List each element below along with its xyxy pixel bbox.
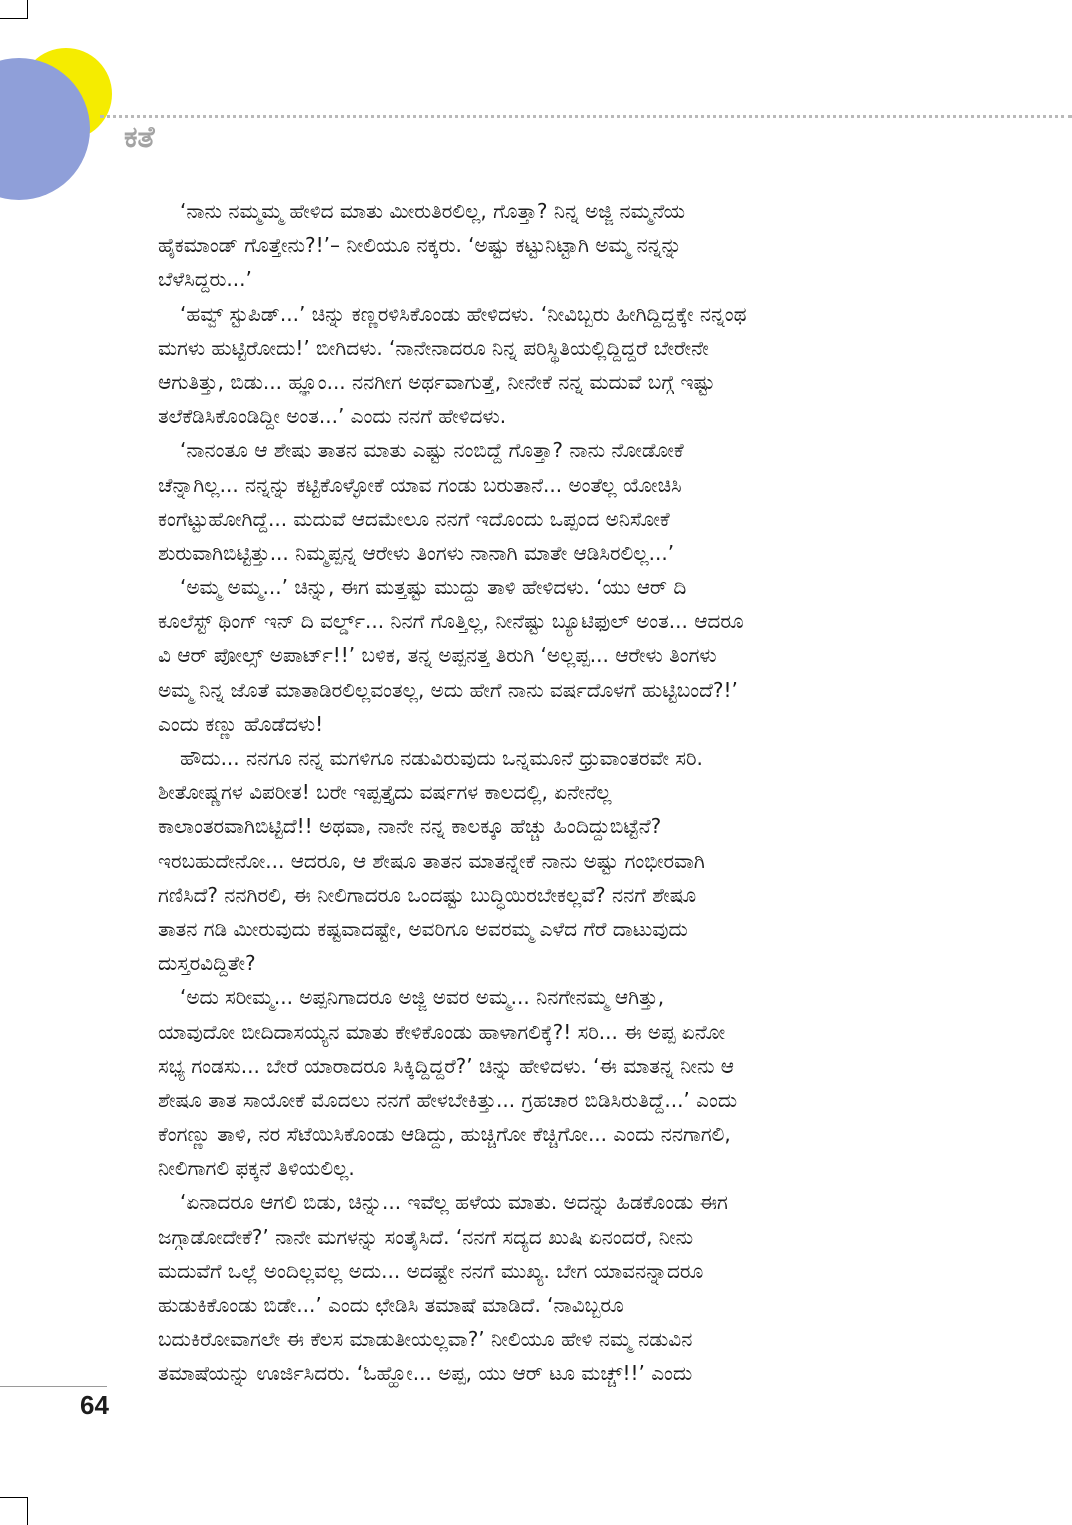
text-line: ಕಂಗೆಟ್ಟುಹೋಗಿದ್ದೆ... ಮದುವೆ ಆದಮೇಲೂ ನನಗೆ ಇದೊಂದು ಒಪ್ಪಂದ ಅನಿಸೋಕೆ [158, 506, 670, 531]
paragraph [158, 194, 908, 297]
crop-mark-top-left-horizontal [0, 18, 28, 19]
text-line: ‘ಹವ್ವ್ ಸ್ಟುಪಿಡ್...’ ಚಿನ್ನು ಕಣ್ಣರಳಿಸಿಕೊಂಡು ಹೇಳಿದಳು. ‘ನೀವಿಬ್ಬರು ಹೀಗಿದ್ದಿದ್ದಕ್ಕೇ ನನ್ನಂಥ [180, 301, 747, 326]
text-line: ತಲೆಕೆಡಿಸಿಕೊಂಡಿದ್ದೀ ಅಂತ...’ ಎಂದು ನನಗೆ ಹೇಳಿದಳು. [158, 404, 507, 429]
text-line: ಎಂದು ಕಣ್ಣು ಹೊಡೆದಳು! [158, 711, 324, 736]
text-line: ಹೈಕಮಾಂಡ್ ಗೊತ್ತೇನು?!’– ನೀಲಿಯೂ ನಕ್ಕರು. ‘ಅಷ್ಟು ಕಟ್ಟುನಿಟ್ಟಾಗಿ ಅಮ್ಮ ನನ್ನನ್ನು [158, 233, 682, 258]
paragraph [158, 297, 908, 434]
text-line: ಮಗಳು ಹುಟ್ಟಿರೋದು!’ ಬೀಗಿದಳು. ‘ನಾನೇನಾದರೂ ನಿನ್ನ ಪರಿಸ್ಥಿತಿಯಲ್ಲಿದ್ದಿದ್ದರೆ ಬೇರೇನೇ [158, 335, 709, 360]
text-line: ಶೇಷೂ ತಾತ ಸಾಯೋಕೆ ಮೊದಲು ನನಗೆ ಹೇಳಬೇಕಿತ್ತು... ಗ್ರಹಚಾರ ಬಿಡಿಸಿರುತಿದ್ದೆ...’ ಎಂದು [158, 1087, 738, 1112]
text-line: ನೀಲಿಗಾಗಲಿ ಫಕ್ಕನೆ ತಿಳಿಯಲಿಲ್ಲ. [158, 1156, 355, 1181]
text-line: ಜಗ್ಗಾಡೋದೇಕೆ?’ ನಾನೇ ಮಗಳನ್ನು ಸಂತೈಸಿದೆ. ‘ನನಗೆ ಸದ್ಯದ ಖುಷಿ ಏನಂದರೆ, ನೀನು [158, 1224, 694, 1249]
text-line: ಶುರುವಾಗಿಬಿಟ್ಟಿತ್ತು... ನಿಮ್ಮಪ್ಪನ್ನ ಆರೇಳು ತಿಂಗಳು ನಾನಾಗಿ ಮಾತೇ ಆಡಿಸಿರಲಿಲ್ಲ...’ [158, 540, 675, 565]
text-line: ಬದುಕಿರೋವಾಗಲೇ ಈ ಕೆಲಸ ಮಾಡುತೀಯಲ್ಲವಾ?’ ನೀಲಿಯೂ ಹೇಳಿ ನಮ್ಮ ನಡುವಿನ [158, 1327, 693, 1352]
section-title: ಕತೆ [124, 120, 155, 155]
dotted-header-rule [100, 115, 1072, 118]
paragraph [158, 570, 908, 741]
text-line: ಅಮ್ಮ ನಿನ್ನ ಜೊತೆ ಮಾತಾಡಿರಲಿಲ್ಲವಂತಲ್ಲ, ಅದು ಹೇಗೆ ನಾನು ವರ್ಷದೊಳಗೆ ಹುಟ್ಟಿಬಂದೆ?!’ [158, 677, 738, 702]
text-line: ಮದುವೆಗೆ ಒಲ್ಲೆ ಅಂದಿಲ್ಲವಲ್ಲ ಅದು... ಅದಷ್ಟೇ ನನಗೆ ಮುಖ್ಯ. ಬೇಗ ಯಾವನನ್ನಾದರೂ [158, 1258, 704, 1283]
text-line: ಶೀತೋಷ್ಣಗಳ ವಿಪರೀತ! ಬರೇ ಇಪ್ಪತ್ತೈದು ವರ್ಷಗಳ ಕಾಲದಲ್ಲಿ, ಏನೇನೆಲ್ಲ [158, 780, 612, 805]
page-number: 64 [80, 1390, 109, 1420]
text-line: ‘ಅದು ಸರೀಮ್ಮ... ಅಪ್ಪನಿಗಾದರೂ ಅಜ್ಜಿ ಅವರ ಅಮ್ಮ... ನಿನಗೇನಮ್ಮ ಆಗಿತ್ತು, [180, 985, 665, 1010]
text-line: ‘ನಾನು ನಮ್ಮಮ್ಮ ಹೇಳಿದ ಮಾತು ಮೀರುತಿರಲಿಲ್ಲ, ಗೊತ್ತಾ? ನಿನ್ನ ಅಜ್ಜಿ ನಮ್ಮನೆಯ [180, 199, 686, 223]
text-line: ಹುಡುಕಿಕೊಂಡು ಬಿಡೇ...’ ಎಂದು ಛೇಡಿಸಿ ತಮಾಷೆ ಮಾಡಿದೆ. ‘ನಾವಿಬ್ಬರೂ [158, 1293, 624, 1317]
text-line: ತಾತನ ಗಡಿ ಮೀರುವುದು ಕಷ್ಟವಾದಷ್ಟೇ, ಅವರಿಗೂ ಅವರಮ್ಮ ಎಳೆದ ಗೆರೆ ದಾಟುವುದು [158, 916, 688, 941]
text-line: ತಮಾಷೆಯನ್ನು ಊರ್ಜಿಸಿದರು. ‘ಓಹ್ಹೋ... ಅಪ್ಪ, ಯು ಆರ್ ಟೂ ಮಚ್ಚ್!!’ ಎಂದು [158, 1361, 693, 1386]
text-line: ಹೌದು... ನನಗೂ ನನ್ನ ಮಗಳಿಗೂ ನಡುವಿರುವುದು ಒನ್ನಮೂನೆ ಧ್ರುವಾಂತರವೇ ಸರಿ. [180, 746, 703, 770]
crop-mark-bottom-left-horizontal [0, 1497, 28, 1498]
story-text [158, 194, 908, 1391]
text-line: ವಿ ಆರ್ ಪೋಲ್ಸ್ ಅಪಾರ್ಟ್!!’ ಬಳಿಕ, ತನ್ನ ಅಪ್ಪನತ್ತ ತಿರುಗಿ ‘ಅಲ್ಲಪ್ಪ... ಆರೇಳು ತಿಂಗಳು [158, 643, 717, 668]
text-line: ಸಭ್ಯ ಗಂಡಸು... ಬೇರೆ ಯಾರಾದರೂ ಸಿಕ್ಕಿದ್ದಿದ್ದರೆ?’ ಚಿನ್ನು ಹೇಳಿದಳು. ‘ಈ ಮಾತನ್ನ ನೀನು ಆ [158, 1053, 734, 1078]
text-line: ಕೂಲೆಸ್ಟ್ ಥಿಂಗ್ ಇನ್ ದಿ ವರ್ಲ್ಡ್... ನಿನಗೆ ಗೊತ್ತಿಲ್ಲ, ನೀನೆಷ್ಟು ಬ್ಯೂಟಿಫುಲ್ ಅಂತ... ಆದರೂ [158, 609, 744, 634]
text-line: ಬೆಳೆಸಿದ್ದರು...’ [158, 267, 252, 292]
text-line: ‘ಅಮ್ಮ ಅಮ್ಮ...’ ಚಿನ್ನು, ಈಗ ಮತ್ತಷ್ಟು ಮುದ್ದು ತಾಳಿ ಹೇಳಿದಳು. ‘ಯು ಆರ್ ದಿ [180, 575, 687, 600]
text-line: ‘ನಾನಂತೂ ಆ ಶೇಷು ತಾತನ ಮಾತು ಎಷ್ಟು ನಂಬಿದ್ದೆ ಗೊತ್ತಾ? ನಾನು ನೋಡೋಕೆ [180, 438, 684, 463]
text-line: ಗಣಿಸಿದೆ? ನನಗಿರಲಿ, ಈ ನೀಲಿಗಾದರೂ ಒಂದಷ್ಟು ಬುದ್ಧಿಯಿರಬೇಕಲ್ಲವೆ? ನನಗೆ ಶೇಷೂ [158, 882, 697, 907]
text-line: ಇರಬಹುದೇನೋ... ಆದರೂ, ಆ ಶೇಷೂ ತಾತನ ಮಾತನ್ನೇಕೆ ನಾನು ಅಷ್ಟು ಗಂಭೀರವಾಗಿ [158, 848, 705, 873]
text-line: ಕಾಲಾಂತರವಾಗಿಬಿಟ್ಟಿದೆ!! ಅಥವಾ, ನಾನೇ ನನ್ನ ಕಾಲಕ್ಕೂ ಹೆಚ್ಚು ಹಿಂದಿದ್ದುಬಿಟ್ಟೆನೆ? [158, 814, 662, 839]
text-line: ಆಗುತಿತ್ತು, ಬಿಡು... ಹ್ಞೂಂ... ನನಗೀಗ ಅರ್ಥವಾಗುತ್ತೆ, ನೀನೇಕೆ ನನ್ನ ಮದುವೆ ಬಗ್ಗೆ ಇಷ್ಟು [158, 369, 715, 394]
footer-rule [0, 1386, 107, 1387]
crop-mark-bottom-left-vertical [27, 1497, 28, 1525]
text-line: ದುಸ್ತರವಿದ್ದಿತೇ? [158, 951, 256, 976]
paragraph [158, 980, 908, 1185]
paragraph [158, 741, 908, 980]
text-line: ಯಾವುದೋ ಬೀದಿದಾಸಯ್ಯನ ಮಾತು ಕೇಳಿಕೊಂಡು ಹಾಳಾಗಲಿಕ್ಕೆ?! ಸರಿ... ಈ ಅಪ್ಪ ಏನೋ [158, 1019, 726, 1044]
paragraph [158, 1185, 908, 1390]
text-line: ಕೆಂಗಣ್ಣು ತಾಳಿ, ನರ ಸೆಟೆಯಿಸಿಕೊಂಡು ಆಡಿದ್ದು, ಹುಚ್ಚಿಗೋ ಕೆಚ್ಚಿಗೋ... ಎಂದು ನನಗಾಗಲಿ, [158, 1122, 731, 1147]
paragraph [158, 433, 908, 570]
crop-mark-top-left-vertical [27, 0, 28, 18]
text-line: ಚೆನ್ನಾಗಿಲ್ಲ... ನನ್ನನ್ನು ಕಟ್ಟಿಕೊಳ್ಳೋಕೆ ಯಾವ ಗಂಡು ಬರುತಾನೆ... ಅಂತೆಲ್ಲ ಯೋಚಿಸಿ [158, 472, 682, 497]
text-line: ‘ಏನಾದರೂ ಆಗಲಿ ಬಿಡು, ಚಿನ್ನು... ಇವೆಲ್ಲ ಹಳೆಯ ಮಾತು. ಅದನ್ನು ಹಿಡಕೊಂಡು ಈಗ [180, 1190, 728, 1215]
